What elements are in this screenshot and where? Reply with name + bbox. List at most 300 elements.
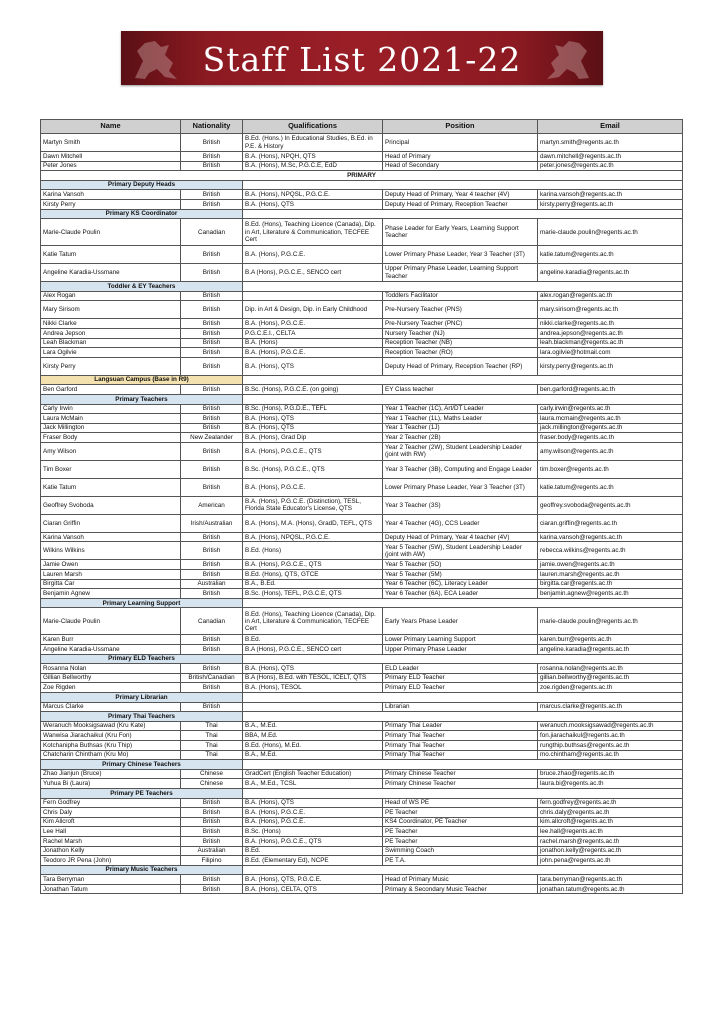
staff-nationality: Chinese: [181, 769, 243, 779]
staff-email: kirsty.perry@regents.ac.th: [538, 199, 683, 209]
staff-qualifications: B.A., M.Ed., TCSL: [243, 779, 383, 789]
staff-email: nikki.clarke@regents.ac.th: [538, 319, 683, 329]
staff-nationality: American: [181, 496, 243, 514]
staff-email: carly.irwin@regents.ac.th: [538, 404, 683, 414]
staff-name: Karina Vansoh: [41, 190, 181, 200]
staff-email: mary.sirisom@regents.ac.th: [538, 301, 683, 319]
staff-position: Primary Thai Leader: [383, 721, 538, 731]
staff-qualifications: B.A. (Hons), M.Sc, P.G.C.E, EdD: [243, 161, 383, 171]
staff-position: Deputy Head of Primary, Reception Teacher (RP): [383, 357, 538, 375]
staff-position: Lower Primary Phase Leader, Year 3 Teacher (3T): [383, 246, 538, 264]
staff-row: [41, 673, 683, 683]
staff-row: [41, 478, 683, 496]
staff-email: ben.garford@regents.ac.th: [538, 385, 683, 395]
section-header-row: [41, 394, 683, 404]
staff-nationality: Thai: [181, 750, 243, 760]
staff-nationality: British: [181, 190, 243, 200]
staff-qualifications: B.A. (Hons), QTS: [243, 423, 383, 433]
staff-email: mo.chintham@regents.ac.th: [538, 750, 683, 760]
staff-name: Benjamin Agnew: [41, 589, 181, 599]
staff-position: Primary Thai Teacher: [383, 750, 538, 760]
table-body: [41, 134, 683, 894]
staff-row: [41, 246, 683, 264]
staff-name: Ciaran Griffin: [41, 514, 181, 532]
staff-row: [41, 460, 683, 478]
staff-email: marie-claude.poulin@regents.ac.th: [538, 219, 683, 246]
staff-nationality: British: [181, 442, 243, 460]
staff-nationality: Canadian: [181, 608, 243, 635]
staff-name: Chatcharin Chintham (Kru Mo): [41, 750, 181, 760]
section-filler: [243, 209, 683, 219]
staff-position: Nursery Teacher (NJ): [383, 328, 538, 338]
staff-row: [41, 542, 683, 560]
staff-email: rebecca.wilkins@regents.ac.th: [538, 542, 683, 560]
staff-name: Dawn Mitchell: [41, 152, 181, 162]
staff-name: Nikki Clarke: [41, 319, 181, 329]
staff-qualifications: B.A. (Hons), P.G.C.E.: [243, 319, 383, 329]
staff-name: Ben Garford: [41, 385, 181, 395]
staff-nationality: British: [181, 836, 243, 846]
section-header-row: [41, 375, 683, 385]
staff-qualifications: B.A., M.Ed.: [243, 750, 383, 760]
staff-name: Rosanna Nolan: [41, 664, 181, 674]
staff-qualifications: B.A. (Hons), P.G.C.E.: [243, 246, 383, 264]
staff-table: [40, 119, 683, 894]
staff-position: KS4 Coordinator, PE Teacher: [383, 817, 538, 827]
staff-name: Angeline Karadia-Ussmane: [41, 264, 181, 282]
staff-qualifications: B.Ed. (Hons), Teaching Licence (Canada), Dip. in Art, Literature & Communication, TECFEE Cert: [243, 608, 383, 635]
section-filler: [243, 865, 683, 875]
staff-name: Peter Jones: [41, 161, 181, 171]
staff-name: Kim Allcroft: [41, 817, 181, 827]
staff-position: Reception Teacher (RO): [383, 348, 538, 358]
staff-nationality: British: [181, 291, 243, 301]
staff-name: Zoe Rigden: [41, 683, 181, 693]
staff-name: Alex Rogan: [41, 291, 181, 301]
staff-row: [41, 433, 683, 443]
staff-position: Year 1 Teacher (1J): [383, 423, 538, 433]
title-banner: [121, 31, 603, 85]
staff-row: [41, 219, 683, 246]
section-title: Primary Learning Support: [41, 598, 243, 608]
staff-nationality: British: [181, 134, 243, 152]
staff-name: Jonathan Tatum: [41, 884, 181, 894]
staff-qualifications: B.A (Hons), B.Ed. with TESOL, ICELT, QTS: [243, 673, 383, 683]
staff-position: Swimming Coach: [383, 846, 538, 856]
staff-position: Head of Primary Music: [383, 875, 538, 885]
staff-name: Laura McMain: [41, 414, 181, 424]
staff-name: Karina Vansoh: [41, 532, 181, 542]
staff-email: jamie.owen@regents.ac.th: [538, 560, 683, 570]
staff-row: [41, 291, 683, 301]
staff-position: Year 2 Teacher (2W), Student Leadership Leader (joint with RW): [383, 442, 538, 460]
staff-row: [41, 385, 683, 395]
staff-position: Head of Primary: [383, 152, 538, 162]
staff-email: andrea.jepson@regents.ac.th: [538, 328, 683, 338]
staff-email: geoffrey.svoboda@regents.ac.th: [538, 496, 683, 514]
staff-email: rosanna.nolan@regents.ac.th: [538, 664, 683, 674]
section-filler: [243, 693, 683, 703]
staff-name: Jack Millington: [41, 423, 181, 433]
staff-email: birgitta.car@regents.ac.th: [538, 579, 683, 589]
staff-email: martyn.smith@regents.ac.th: [538, 134, 683, 152]
staff-row: [41, 740, 683, 750]
staff-position: Phase Leader for Early Years, Learning Support Teacher: [383, 219, 538, 246]
staff-qualifications: B.A. (Hons), P.G.C.E., QTS: [243, 560, 383, 570]
staff-qualifications: B.Ed. (Hons), M.Ed.: [243, 740, 383, 750]
staff-nationality: British: [181, 808, 243, 818]
staff-qualifications: B.A. (Hons), NPQH, QTS: [243, 152, 383, 162]
staff-qualifications: [243, 291, 383, 301]
staff-email: fraser.body@regents.ac.th: [538, 433, 683, 443]
staff-name: Wanwisa Jiarachaikul (Kru Fon): [41, 731, 181, 741]
staff-nationality: British: [181, 683, 243, 693]
staff-position: Year 5 Teacher (5M): [383, 570, 538, 580]
staff-email: gillian.bellworthy@regents.ac.th: [538, 673, 683, 683]
staff-row: [41, 404, 683, 414]
staff-email: amy.wilson@regents.ac.th: [538, 442, 683, 460]
section-header-row: [41, 180, 683, 190]
staff-position: Year 5 Teacher (5W), Student Leadership Leader (joint with AW): [383, 542, 538, 560]
staff-qualifications: BBA, M.Ed.: [243, 731, 383, 741]
staff-nationality: British: [181, 589, 243, 599]
staff-email: angeline.karadia@regents.ac.th: [538, 264, 683, 282]
section-header-row: [41, 760, 683, 770]
staff-row: [41, 496, 683, 514]
staff-name: Yuhua Bi (Laura): [41, 779, 181, 789]
staff-position: Deputy Head of Primary, Year 4 teacher (4V): [383, 532, 538, 542]
staff-email: lee.hall@regents.ac.th: [538, 827, 683, 837]
staff-qualifications: B.A., B.Ed.: [243, 579, 383, 589]
staff-qualifications: B.A. (Hons), P.G.C.E., QTS: [243, 836, 383, 846]
staff-row: [41, 328, 683, 338]
section-filler: [243, 598, 683, 608]
staff-qualifications: B.A. (Hons), NPQSL, P.G.C.E.: [243, 532, 383, 542]
staff-qualifications: B.A. (Hons), QTS: [243, 357, 383, 375]
staff-row: [41, 319, 683, 329]
staff-name: Leah Blackman: [41, 338, 181, 348]
staff-row: [41, 264, 683, 282]
staff-name: Wilkins Wilkins: [41, 542, 181, 560]
column-header-qualifications: Qualifications: [243, 120, 383, 134]
staff-position: Pre-Nursery Teacher (PNC): [383, 319, 538, 329]
staff-name: Lara Ogilvie: [41, 348, 181, 358]
staff-qualifications: B.A. (Hons), Grad Dip: [243, 433, 383, 443]
section-filler: [243, 375, 683, 385]
staff-position: Pre-Nursery Teacher (PNS): [383, 301, 538, 319]
staff-position: Early Years Phase Leader: [383, 608, 538, 635]
staff-nationality: British: [181, 827, 243, 837]
staff-nationality: British: [181, 460, 243, 478]
staff-nationality: British: [181, 264, 243, 282]
staff-row: [41, 664, 683, 674]
staff-position: Head of Secondary: [383, 161, 538, 171]
section-title: Toddler & EY Teachers: [41, 282, 243, 292]
staff-email: leah.blackman@regents.ac.th: [538, 338, 683, 348]
staff-position: Year 6 Teacher (6C), Literacy Leader: [383, 579, 538, 589]
staff-position: Lower Primary Phase Leader, Year 3 Teacher (3T): [383, 478, 538, 496]
section-header-row: [41, 693, 683, 703]
staff-qualifications: B.A. (Hons), CELTA, QTS: [243, 884, 383, 894]
staff-position: Deputy Head of Primary, Reception Teacher: [383, 199, 538, 209]
staff-nationality: British: [181, 338, 243, 348]
staff-position: Primary ELD Teacher: [383, 683, 538, 693]
staff-qualifications: B.A. (Hons): [243, 338, 383, 348]
staff-position: Year 1 Teacher (1C), Art/DT Leader: [383, 404, 538, 414]
section-filler: [243, 282, 683, 292]
staff-row: [41, 702, 683, 712]
staff-nationality: British: [181, 560, 243, 570]
staff-name: Tara Berryman: [41, 875, 181, 885]
staff-email: jonathon.kelly@regents.ac.th: [538, 846, 683, 856]
staff-nationality: British: [181, 875, 243, 885]
staff-nationality: British: [181, 301, 243, 319]
staff-email: dawn.mitchell@regents.ac.th: [538, 152, 683, 162]
section-filler: [243, 712, 683, 722]
section-filler: [243, 654, 683, 664]
staff-email: jonathan.tatum@regents.ac.th: [538, 884, 683, 894]
staff-email: john.pena@regents.ac.th: [538, 856, 683, 866]
staff-name: Martyn Smith: [41, 134, 181, 152]
staff-email: marcus.clarke@regents.ac.th: [538, 702, 683, 712]
staff-qualifications: B.Ed. (Elementary Ed), NCPE: [243, 856, 383, 866]
staff-email: laura.bi@regents.ac.th: [538, 779, 683, 789]
staff-row: [41, 560, 683, 570]
staff-position: Lower Primary Learning Support: [383, 635, 538, 645]
staff-email: rungthip.buthsas@regents.ac.th: [538, 740, 683, 750]
staff-position: Head of WS PE: [383, 798, 538, 808]
staff-email: tim.boxer@regents.ac.th: [538, 460, 683, 478]
staff-row: [41, 608, 683, 635]
staff-qualifications: B.A. (Hons), P.G.C.E.: [243, 817, 383, 827]
section-header-row: [41, 209, 683, 219]
staff-qualifications: B.Ed. (Hons), Teaching Licence (Canada), Dip. in Art, Literature & Communication, TECFEE Cert: [243, 219, 383, 246]
section-title: Primary Thai Teachers: [41, 712, 243, 722]
staff-row: [41, 846, 683, 856]
staff-position: Reception Teacher (NB): [383, 338, 538, 348]
staff-nationality: British: [181, 385, 243, 395]
staff-nationality: British: [181, 478, 243, 496]
staff-nationality: British: [181, 152, 243, 162]
staff-nationality: British: [181, 798, 243, 808]
staff-row: [41, 856, 683, 866]
staff-email: fon.jiarachaikul@regents.ac.th: [538, 731, 683, 741]
section-header-row: [41, 712, 683, 722]
staff-name: Birgitta Car: [41, 579, 181, 589]
staff-position: PE Teacher: [383, 836, 538, 846]
staff-name: Amy Wilson: [41, 442, 181, 460]
staff-nationality: Thai: [181, 721, 243, 731]
staff-nationality: British: [181, 161, 243, 171]
staff-row: [41, 836, 683, 846]
staff-position: Primary & Secondary Music Teacher: [383, 884, 538, 894]
staff-position: Year 4 Teacher (4G), CCS Leader: [383, 514, 538, 532]
staff-position: Primary Chinese Teacher: [383, 779, 538, 789]
staff-qualifications: P.G.C.E.I., CELTA: [243, 328, 383, 338]
staff-nationality: British: [181, 199, 243, 209]
staff-nationality: British: [181, 532, 243, 542]
staff-email: ciaran.griffin@regents.ac.th: [538, 514, 683, 532]
staff-email: zoe.rigden@regents.ac.th: [538, 683, 683, 693]
staff-name: Teodoro JR Pena (John): [41, 856, 181, 866]
staff-email: chris.daly@regents.ac.th: [538, 808, 683, 818]
staff-qualifications: B.A (Hons), P.G.C.E., SENCO cert: [243, 264, 383, 282]
section-title: Primary Teachers: [41, 394, 243, 404]
staff-name: Kotchanipha Buthsas (Kru Thip): [41, 740, 181, 750]
staff-qualifications: GradCert (English Teacher Education): [243, 769, 383, 779]
staff-qualifications: B.A. (Hons), QTS, P.G.C.E.: [243, 875, 383, 885]
staff-row: [41, 357, 683, 375]
staff-position: Primary Chinese Teacher: [383, 769, 538, 779]
staff-qualifications: B.Sc. (Hons): [243, 827, 383, 837]
staff-nationality: British: [181, 635, 243, 645]
section-header-row: [41, 865, 683, 875]
staff-qualifications: B.A. (Hons), P.G.C.E. (Distinction), TESL, Florida State Educator's License, QTS: [243, 496, 383, 514]
table-header-row: [41, 120, 683, 134]
staff-email: tara.berryman@regents.ac.th: [538, 875, 683, 885]
staff-position: Upper Primary Phase Leader, Learning Support Teacher: [383, 264, 538, 282]
staff-email: lauren.marsh@regents.ac.th: [538, 570, 683, 580]
staff-email: alex.rogan@regents.ac.th: [538, 291, 683, 301]
staff-row: [41, 769, 683, 779]
staff-email: weranuch.mooksigsawad@regents.ac.th: [538, 721, 683, 731]
section-header-row: [41, 788, 683, 798]
staff-qualifications: B.Ed. (Hons), QTS, GTCE: [243, 570, 383, 580]
staff-position: Year 1 Teacher (1L), Maths Leader: [383, 414, 538, 424]
staff-qualifications: B.A. (Hons), QTS: [243, 664, 383, 674]
staff-row: [41, 721, 683, 731]
staff-row: [41, 199, 683, 209]
staff-email: karen.burr@regents.ac.th: [538, 635, 683, 645]
staff-position: Upper Primary Phase Leader: [383, 645, 538, 655]
staff-position: PE Teacher: [383, 827, 538, 837]
staff-qualifications: [243, 702, 383, 712]
section-title: Primary Deputy Heads: [41, 180, 243, 190]
group-header-row: [41, 171, 683, 181]
staff-nationality: British: [181, 357, 243, 375]
staff-row: [41, 161, 683, 171]
group-title: PRIMARY: [41, 171, 683, 181]
staff-email: rachel.marsh@regents.ac.th: [538, 836, 683, 846]
staff-position: ELD Leader: [383, 664, 538, 674]
staff-name: Rachel Marsh: [41, 836, 181, 846]
column-header-position: Position: [383, 120, 538, 134]
staff-qualifications: B.A. (Hons), TESOL: [243, 683, 383, 693]
staff-nationality: Australian: [181, 846, 243, 856]
staff-position: PE Teacher: [383, 808, 538, 818]
staff-nationality: Australian: [181, 579, 243, 589]
staff-qualifications: B.Sc. (Hons), TEFL, P.G.C.E, QTS: [243, 589, 383, 599]
staff-qualifications: B.A (Hons), P.G.C.E., SENCO cert: [243, 645, 383, 655]
staff-qualifications: B.Ed. (Hons): [243, 542, 383, 560]
staff-name: Karen Burr: [41, 635, 181, 645]
staff-name: Gillian Bellworthy: [41, 673, 181, 683]
staff-qualifications: B.A. (Hons), NPQSL, P.G.C.E.: [243, 190, 383, 200]
section-filler: [243, 394, 683, 404]
staff-name: Marie-Claude Poulin: [41, 608, 181, 635]
staff-nationality: British: [181, 319, 243, 329]
staff-name: Katie Tatum: [41, 246, 181, 264]
staff-position: Deputy Head of Primary, Year 4 teacher (4V): [383, 190, 538, 200]
staff-nationality: British/Canadian: [181, 673, 243, 683]
staff-nationality: British: [181, 645, 243, 655]
staff-qualifications: Dip. in Art & Design, Dip. in Early Childhood: [243, 301, 383, 319]
staff-email: karina.vansoh@regents.ac.th: [538, 190, 683, 200]
staff-nationality: New Zealander: [181, 433, 243, 443]
staff-email: karina.vansoh@regents.ac.th: [538, 532, 683, 542]
staff-email: kim.allcroft@regents.ac.th: [538, 817, 683, 827]
staff-position: EY Class teacher: [383, 385, 538, 395]
section-title: Primary KS Coordinator: [41, 209, 243, 219]
section-title: Primary ELD Teachers: [41, 654, 243, 664]
staff-email: angeline.karadia@regents.ac.th: [538, 645, 683, 655]
staff-name: Marcus Clarke: [41, 702, 181, 712]
staff-qualifications: B.A. (Hons), QTS: [243, 199, 383, 209]
staff-row: [41, 190, 683, 200]
staff-row: [41, 570, 683, 580]
staff-email: peter.jones@regents.ac.th: [538, 161, 683, 171]
staff-qualifications: B.A. (Hons), QTS: [243, 414, 383, 424]
staff-nationality: Irish/Australian: [181, 514, 243, 532]
staff-position: Primary ELD Teacher: [383, 673, 538, 683]
section-header-row: [41, 654, 683, 664]
staff-qualifications: B.Ed.: [243, 635, 383, 645]
staff-name: Tim Boxer: [41, 460, 181, 478]
section-header-row: [41, 598, 683, 608]
staff-row: [41, 442, 683, 460]
page-title: Staff List 2021-22: [202, 40, 522, 79]
staff-row: [41, 779, 683, 789]
staff-email: bruce.zhao@regents.ac.th: [538, 769, 683, 779]
staff-qualifications: B.Ed.: [243, 846, 383, 856]
staff-nationality: Filipino: [181, 856, 243, 866]
staff-position: Librarian: [383, 702, 538, 712]
staff-name: Katie Tatum: [41, 478, 181, 496]
staff-row: [41, 731, 683, 741]
staff-row: [41, 798, 683, 808]
staff-position: Primary Thai Teacher: [383, 740, 538, 750]
staff-position: PE T.A.: [383, 856, 538, 866]
staff-row: [41, 808, 683, 818]
staff-row: [41, 134, 683, 152]
staff-nationality: British: [181, 404, 243, 414]
staff-qualifications: B.Sc. (Hons), P.G.C.E. (on going): [243, 385, 383, 395]
staff-position: Principal: [383, 134, 538, 152]
staff-name: Lee Hall: [41, 827, 181, 837]
section-title: Primary Music Teachers: [41, 865, 243, 875]
section-title: Primary Chinese Teachers: [41, 760, 243, 770]
staff-name: Lauren Marsh: [41, 570, 181, 580]
staff-row: [41, 514, 683, 532]
staff-name: Carly Irwin: [41, 404, 181, 414]
staff-nationality: Thai: [181, 731, 243, 741]
staff-nationality: British: [181, 423, 243, 433]
staff-row: [41, 348, 683, 358]
staff-row: [41, 750, 683, 760]
staff-qualifications: B.A. (Hons), P.G.C.E.: [243, 808, 383, 818]
section-title: Primary Librarian: [41, 693, 243, 703]
staff-email: katie.tatum@regents.ac.th: [538, 246, 683, 264]
staff-qualifications: B.Sc. (Hons), P.G.D.E., TEFL: [243, 404, 383, 414]
staff-position: Primary Thai Teacher: [383, 731, 538, 741]
staff-nationality: British: [181, 817, 243, 827]
staff-qualifications: B.A. (Hons), P.G.C.E.: [243, 348, 383, 358]
staff-row: [41, 423, 683, 433]
staff-position: Year 2 Teacher (2B): [383, 433, 538, 443]
section-filler: [243, 180, 683, 190]
section-title: Primary PE Teachers: [41, 788, 243, 798]
column-header-nationality: Nationality: [181, 120, 243, 134]
